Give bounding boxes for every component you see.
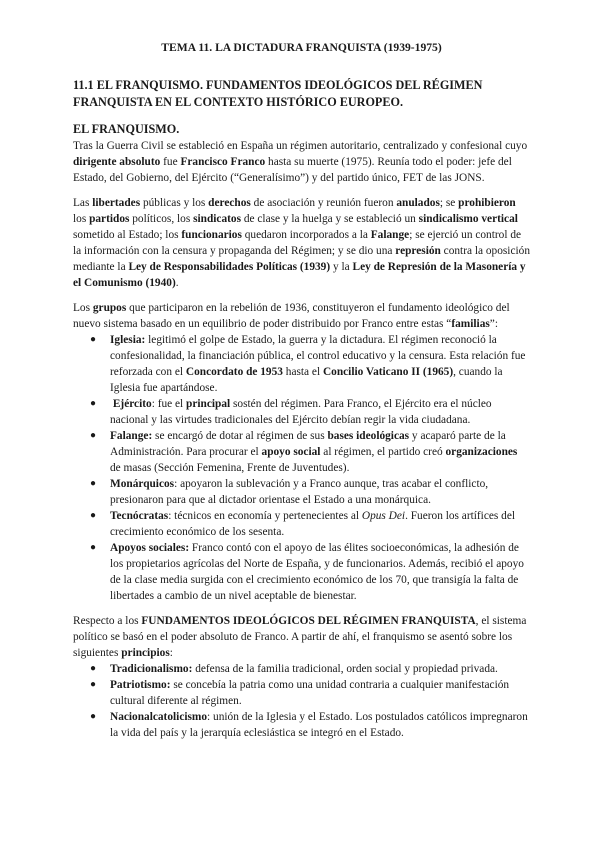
bullet-icon: ● (90, 478, 97, 489)
list-item-ejercito: ● Ejército: fue el principal sostén del régimen. Para Franco, el Ejército era el núcleo nacional y las virtudes tradicionales del Ejército debían regir la vida ciudadana. (90, 398, 492, 426)
paragraph-groups: Los grupos que participaron en la rebelión de 1936, constituyeron el fundamento ideológico del nuevo sistema basado en un equilibrio de poder distribuido por Franco entre estas “familias”: (73, 302, 510, 330)
bullet-icon: ● (90, 430, 97, 441)
bullet-icon: ● (90, 542, 97, 553)
section-heading: 11.1 EL FRANQUISMO. FUNDAMENTOS IDEOLÓGICOS DEL RÉGIMEN FRANQUISTA EN EL CONTEXTO HISTÓRICO EUROPEO. (73, 78, 483, 109)
paragraph-intro: Tras la Guerra Civil se estableció en España un régimen autoritario, centralizado y confesional cuyo dirigente absoluto fue Francisco Franco hasta su muerte (1975). Reunía todo el poder: jefe del Estado, del Gobierno, del Ejército (“Generalísimo”) y del partido único, FET de las JONS. (73, 140, 528, 184)
bullet-icon: ● (90, 711, 97, 722)
list-item-tradicionalismo: ● Tradicionalismo: defensa de la familia tradicional, orden social y propiedad privada. (90, 663, 498, 675)
list-item-apoyos-sociales: ● Apoyos sociales: Franco contó con el apoyo de las élites socioeconómicas, la adhesión de los propietarios agrícolas del Norte de España, y de funcionarios. Además, recibió el apoyo de la clase media surgida con el crecimiento económico de los 70, que transigía la falta de libertades a cambio de un nivel aceptable de bienestar. (90, 542, 524, 602)
list-item-iglesia: ● Iglesia: legitimó el golpe de Estado, la guerra y la dictadura. El régimen reconoció la confesionalidad, la financiación pública, el control educativo y la censura. Esta relación fue reforzada con el Concordato de 1953 hasta el Concilio Vaticano II (1965), cuando la Iglesia fue apartándose. (90, 334, 526, 394)
bullet-icon: ● (90, 398, 97, 409)
list-item-nacionalcatolicismo: ● Nacionalcatolicismo: unión de la Iglesia y el Estado. Los postulados católicos impregnaron la vida del país y la jerarquía eclesiástica se integró en el Estado. (90, 711, 528, 739)
principles-list (73, 661, 530, 741)
paragraph-ideological-foundations: Respecto a los FUNDAMENTOS IDEOLÓGICOS DEL RÉGIMEN FRANQUISTA, el sistema político se basó en el poder absoluto de Franco. A partir de ahí, el franquismo se asentó sobre los siguientes principios: (73, 615, 527, 659)
document-title: TEMA 11. LA DICTADURA FRANQUISTA (1939-1975) (161, 41, 442, 54)
bullet-icon: ● (90, 679, 97, 690)
paragraph-liberties: Las libertades públicas y los derechos de asociación y reunión fueron anulados; se prohibieron los partidos políticos, los sindicatos de clase y la huelga y se estableció un sindicalismo vertical sometido al Estado; los funcionarios quedaron incorporados a la Falange; se ejerció un control de la información con la censura y propaganda del Régimen; y se dio una represión contra la oposición mediante la Ley de Responsabilidades Políticas (1939) y la Ley de Represión de la Masonería y el Comunismo (1940). (73, 197, 530, 289)
list-item-monarquicos: ● Monárquicos: apoyaron la sublevación y a Franco aunque, tras acabar el conflicto, presionaron para que al dictador orientase el Estado a una monárquica. (90, 478, 489, 506)
list-item-falange: ● Falange: se encargó de dotar al régimen de sus bases ideológicas y acaparó parte de la Administración. Para procurar el apoyo social al régimen, el partido creó organizaciones de masas (Sección Femenina, Frente de Juventudes). (90, 430, 518, 474)
bullet-icon: ● (90, 663, 97, 674)
list-item-tecnocratas: ● Tecnócratas: técnicos en economía y pertenecientes al Opus Dei. Fueron los artífices del crecimiento económico de los sesenta. (90, 510, 516, 538)
bullet-icon: ● (90, 510, 97, 521)
subsection-heading: EL FRANQUISMO. (73, 122, 180, 136)
bullet-icon: ● (90, 334, 97, 345)
families-list (73, 332, 530, 604)
list-item-patriotismo: ● Patriotismo: se concebía la patria como una unidad contraria a cualquier manifestación cultural diferente al régimen. (90, 679, 510, 707)
